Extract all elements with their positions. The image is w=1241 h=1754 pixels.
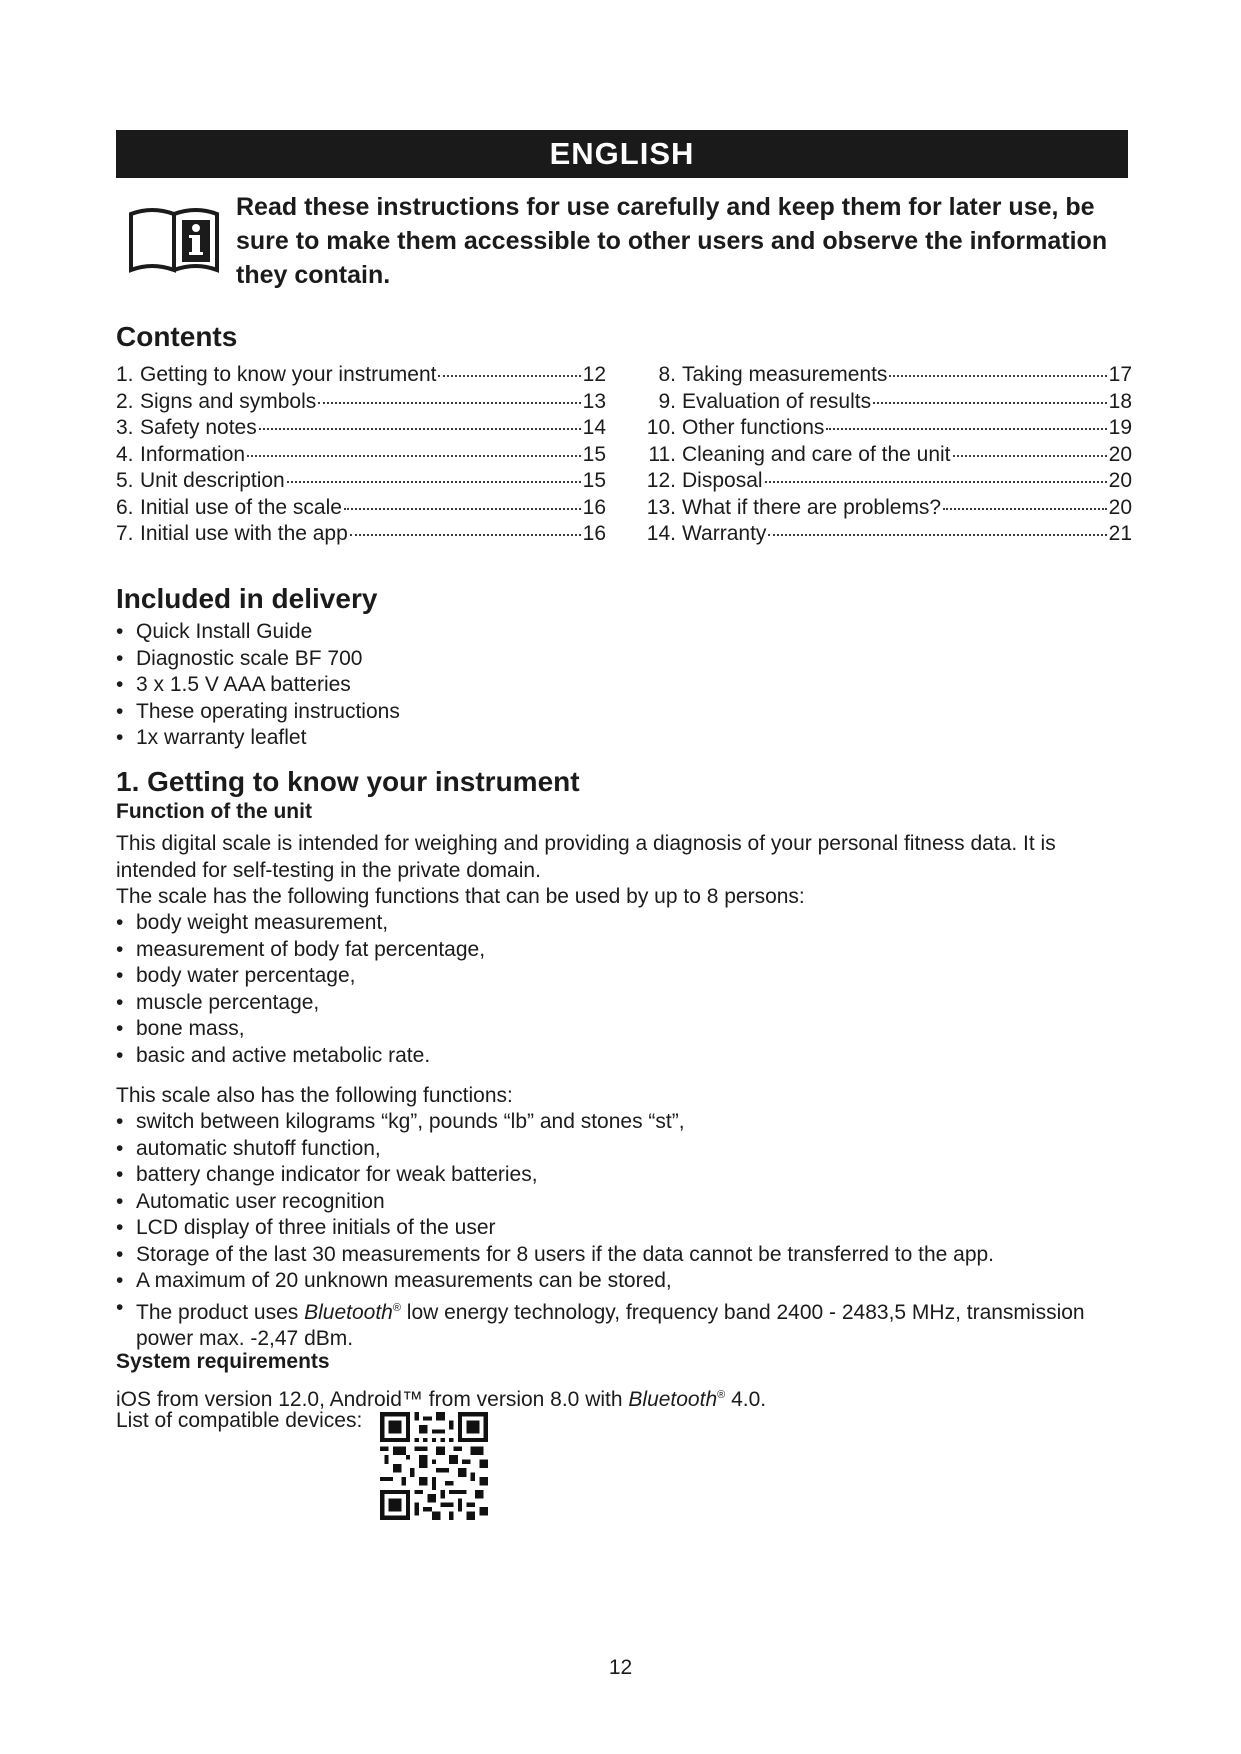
list-item: • Automatic user recognition [116,1189,1126,1216]
list-item: • battery change indicator for weak batteries, [116,1162,1126,1189]
subsection-heading: System requirements [116,1350,330,1373]
paragraph: This digital scale is intended for weighing and providing a diagnosis of your personal fitness data. It is intended for self-testing in the private domain. [116,832,1056,882]
toc-entry[interactable] [116,495,606,522]
toc-page: 20 [1108,469,1132,492]
list-item: • muscle percentage, [116,990,485,1017]
text-segment: The product uses [136,1300,305,1324]
toc-number: 4. [116,442,134,466]
list-item: • These operating instructions [116,699,400,726]
delivery-list [116,619,400,752]
info-book-icon [128,200,220,276]
toc-title: Unit description [140,469,285,492]
toc-title: Safety notes [140,416,257,439]
toc-leader [873,402,1107,404]
toc-leader [247,455,581,457]
toc-entry[interactable] [116,362,606,389]
toc-number: 7. [116,522,134,545]
toc-number: 3. [116,416,134,439]
toc-page: 16 [582,522,606,545]
bluetooth-brand: Bluetooth [628,1388,718,1411]
page-number: 12 [608,1656,633,1679]
toc-page: 14 [582,416,606,439]
toc-leader [287,481,581,483]
list-item: • Diagnostic scale BF 700 [116,646,400,673]
toc-entry[interactable] [116,415,606,442]
toc-number: 5. [116,469,134,492]
registered-mark: ® [392,1301,401,1314]
toc-entry[interactable] [640,495,1132,522]
bluetooth-brand: Bluetooth [304,1300,393,1324]
toc-leader [765,481,1107,483]
toc-entry[interactable] [640,415,1132,442]
toc-leader [943,508,1107,510]
toc-leader [889,375,1106,377]
toc-number: 1. [116,363,134,386]
contents-heading: Contents [116,321,238,352]
toc-page: 15 [582,469,606,492]
list-item: • 1x warranty leaflet [116,725,400,752]
list-item: • Quick Install Guide [116,619,400,646]
toc-entry[interactable] [640,468,1132,495]
text-segment: 4.0. [725,1388,767,1411]
list-item: • body water percentage, [116,963,485,990]
intro-notice: Read these instructions for use carefully and keep them for later use, be sure to make them accessible to other users and observe the information they contain. [236,193,1108,289]
toc-entry[interactable] [640,389,1132,416]
function-list [116,910,485,1069]
toc-number: 6. [116,495,134,519]
list-item: • A maximum of 20 unknown measurements can be stored, [116,1268,1126,1295]
toc-title: Cleaning and care of the unit [682,442,951,466]
toc-number: 11. [648,442,676,466]
toc-number: 14. [646,522,676,545]
registered-mark: ® [717,1389,726,1401]
paragraph: The scale has the following functions that can be used by up to 8 persons: [116,885,805,908]
section-heading: 1. Getting to know your instrument [116,766,580,797]
toc-entry[interactable] [116,442,606,469]
toc-page: 19 [1108,416,1132,439]
toc-page: 17 [1108,363,1132,386]
toc-title: Initial use of the scale [140,495,342,519]
list-item: • body weight measurement, [116,910,485,937]
toc-title: Signs and symbols [140,389,317,413]
toc-title: Taking measurements [682,363,888,386]
toc-leader [350,534,581,536]
toc-entry[interactable] [116,389,606,416]
toc-left-column [116,362,606,548]
toc-number: 2. [116,389,134,413]
toc-title: Information [140,442,246,466]
toc-page: 20 [1108,495,1132,519]
paragraph: This scale also has the following functions: [116,1084,513,1107]
toc-entry[interactable] [640,442,1132,469]
toc-leader [344,508,581,510]
text-segment: iOS from version 12.0, Android™ from version 8.0 with [116,1388,629,1411]
toc-page: 15 [582,442,606,466]
qr-code-icon[interactable] [380,1412,488,1520]
toc-leader [438,375,580,377]
toc-number: 8. [658,363,676,386]
toc-page: 20 [1108,442,1132,466]
text-segment: low energy technology, frequency band 2400 - 2483,5 MHz, transmission power max. -2,47 dBm. [136,1300,1085,1350]
toc-leader [259,428,581,430]
toc-page: 12 [582,363,606,386]
toc-leader [953,455,1107,457]
toc-number: 10. [646,416,676,439]
toc-number: 13. [646,495,676,519]
toc-leader [318,402,580,404]
toc-page: 21 [1108,522,1132,545]
list-item: • measurement of body fat percentage, [116,937,485,964]
list-item: • Storage of the last 30 measurements for 8 users if the data cannot be transferred to the app. [116,1242,1126,1269]
toc-leader [826,428,1106,430]
subsection-heading: Function of the unit [116,800,312,823]
additional-function-list [116,1109,1126,1353]
language-banner: ENGLISH [116,130,1128,178]
toc-title: Warranty [682,522,767,545]
toc-page: 13 [582,389,606,413]
toc-title: Getting to know your instrument [140,363,437,386]
delivery-heading: Included in delivery [116,583,378,614]
list-item: • 3 x 1.5 V AAA batteries [116,672,400,699]
toc-title: Disposal [682,469,763,492]
list-item: • basic and active metabolic rate. [116,1043,485,1070]
toc-entry[interactable] [116,468,606,495]
list-item: • LCD display of three initials of the user [116,1215,1126,1242]
toc-title: What if there are problems? [682,495,942,519]
list-item: • bone mass, [116,1016,485,1043]
toc-right-column [640,362,1132,548]
compatible-devices-label: List of compatible devices: [116,1409,363,1432]
toc-number: 9. [658,389,676,413]
list-item: • automatic shutoff function, [116,1136,1126,1163]
toc-leader [768,534,1106,536]
toc-entry[interactable] [116,521,606,548]
toc-entry[interactable] [640,362,1132,389]
toc-title: Initial use with the app [140,522,348,545]
toc-title: Other functions [682,416,825,439]
list-item: • switch between kilograms “kg”, pounds “lb” and stones “st”, [116,1109,1126,1136]
toc-page: 18 [1108,389,1132,413]
toc-title: Evaluation of results [682,389,872,413]
toc-entry[interactable] [640,521,1132,548]
list-item-bluetooth [116,1295,1126,1353]
toc-page: 16 [582,495,606,519]
toc-number: 12. [646,469,676,492]
